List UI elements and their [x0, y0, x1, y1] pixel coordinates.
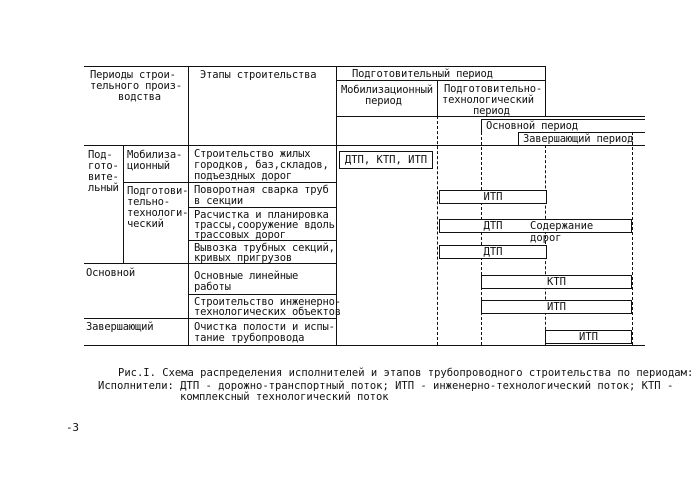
col-divider-sub — [123, 145, 124, 263]
stage-5-line-2: работы — [194, 281, 231, 293]
bar-stage-2-label: ИТП — [483, 191, 503, 203]
figure-caption-line-3: комплексный технологический поток — [180, 391, 389, 403]
prep-row-label-2: гото- — [88, 160, 119, 172]
final-row-label: Завершающий — [86, 321, 154, 333]
prep-row-label-4: льный — [88, 182, 119, 194]
row-sep-6 — [84, 318, 336, 319]
prep-tech-period-3: период — [473, 105, 510, 117]
stage-7-line-1: Очистка полости и испы- — [194, 321, 335, 333]
mobilization-row-label-2: ционный — [127, 160, 170, 172]
stage-1-line-2: городков, баз,складов, — [194, 159, 329, 171]
guide-dash-1 — [437, 116, 438, 345]
bar-stage-7 — [545, 330, 632, 344]
bar-stage-6-label: ИТП — [547, 301, 566, 313]
stage-2-line-1: Поворотная сварка труб — [194, 184, 329, 196]
row-sep-2 — [188, 207, 336, 208]
bar-stage-5-label: КТП — [547, 276, 566, 288]
mobilization-row-label-1: Мобилиза- — [127, 149, 183, 161]
bar-stage-5 — [481, 275, 632, 289]
prep-tech-period-2: технологический — [442, 94, 534, 106]
stage-3-line-2: трассы,сооружение вдоль — [194, 219, 335, 231]
prep-row-label-3: вите- — [88, 171, 119, 183]
main-period-header: Основной период — [486, 120, 578, 132]
stage-6-line-1: Строительство инженерно- — [194, 296, 341, 308]
prep-tech-row-label-1: Подготови- — [127, 185, 189, 197]
stage-3-line-3: трассовых дорог — [194, 229, 286, 241]
stage-1-line-1: Строительство жилых — [194, 148, 311, 160]
prep-period-header: Подготовительный период — [352, 68, 493, 80]
col-divider-3 — [545, 66, 546, 116]
stage-7-line-2: тание трубопровода — [194, 332, 305, 344]
stage-3-line-1: Расчистка и планировка — [194, 209, 329, 221]
periods-header-1: Периоды строи- — [90, 69, 176, 81]
bar-stage-3-label: ДТП — [483, 220, 503, 232]
periods-header-2: тельного произ- — [90, 80, 182, 92]
stage-1-line-3: подъездных дорог — [194, 170, 292, 182]
col-divider-1 — [188, 66, 189, 345]
bar-stage-1 — [339, 151, 433, 169]
mobilization-period-2: период — [365, 95, 402, 107]
table-top-border — [84, 66, 545, 67]
stage-5-line-1: Основные линейные — [194, 270, 299, 282]
figure-caption-line-1: Рис.I. Схема распределения исполнителей и этапов трубопроводного строительства по периодам: — [118, 367, 694, 379]
bar-stage-6 — [481, 300, 632, 314]
periods-header-3: водства — [118, 91, 161, 103]
figure-caption-line-2: Исполнители: ДТП - дорожно-транспортный поток; ИТП - инженерно-технологический поток; КТП - — [98, 380, 674, 392]
bar-stage-3 — [439, 219, 632, 244]
prep-row-label-1: Под- — [88, 149, 113, 161]
stage-6-line-2: технологических объектов — [194, 306, 341, 318]
prep-tech-period-1: Подготовительно- — [444, 83, 542, 95]
bar-stage-2 — [439, 190, 547, 204]
guide-dash-4 — [632, 132, 633, 345]
table-header-bottom — [84, 145, 645, 146]
main-period-box-left — [481, 119, 482, 132]
mobilization-period-1: Мобилизационный — [341, 84, 433, 96]
final-period-header: Завершающий период — [523, 133, 634, 145]
bar-stage-3-extra-label: Содержание дорог — [530, 220, 594, 244]
bar-stage-1-label: ДТП, КТП, ИТП — [344, 154, 428, 166]
stage-2-line-2: в секции — [194, 195, 243, 207]
final-period-box-left — [518, 132, 519, 145]
prep-tech-row-label-2: тельно- — [127, 196, 170, 208]
col-divider-4 — [437, 80, 438, 116]
main-row-label: Основной — [86, 267, 135, 279]
bar-stage-7-label: ИТП — [579, 331, 598, 343]
bar-stage-4 — [439, 245, 547, 259]
prep-tech-row-label-3: технологи- — [127, 207, 189, 219]
row-sep-1 — [188, 182, 336, 183]
stage-4-line-1: Вывозка трубных секций, — [194, 242, 335, 254]
prep-tech-row-label-4: ческий — [127, 218, 164, 230]
row-sep-5 — [188, 294, 336, 295]
stage-4-line-2: кривых пригрузов — [194, 252, 292, 264]
row-sep-mob — [123, 182, 188, 183]
page-mark: -3 — [66, 421, 79, 434]
table-bottom-border — [84, 345, 645, 346]
bar-stage-4-label: ДТП — [483, 246, 503, 258]
stages-header: Этапы строительства — [200, 69, 317, 81]
prep-period-underline — [336, 80, 545, 81]
